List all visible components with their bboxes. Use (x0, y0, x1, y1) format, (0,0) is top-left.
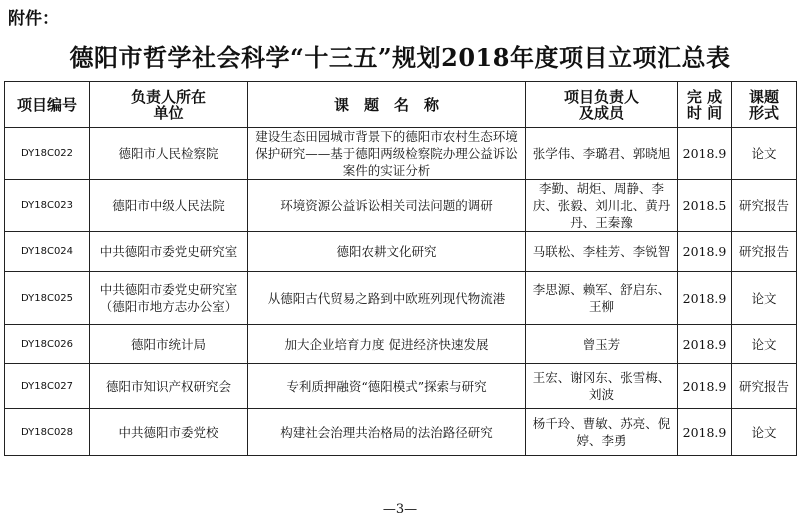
table-row (5, 409, 797, 456)
project-summary-table (4, 81, 797, 456)
header-code: 项目编号 (5, 82, 90, 128)
header-unit: 负责人所在 单位 (90, 82, 248, 128)
cell-date: 2018.9 (678, 325, 732, 364)
cell-form: 论文 (732, 128, 797, 180)
cell-topic: 建设生态田园城市背景下的德阳市农村生态环境保护研究——基于德阳两级检察院办理公益诉讼案件的实证分析 (248, 128, 526, 180)
header-form: 课题 形式 (732, 82, 797, 128)
cell-form: 研究报告 (732, 180, 797, 232)
table-row (5, 325, 797, 364)
cell-code: DY18C023 (5, 180, 90, 232)
cell-code: DY18C028 (5, 409, 90, 456)
cell-date: 2018.9 (678, 364, 732, 409)
table-row (5, 272, 797, 325)
cell-topic: 从德阳古代贸易之路到中欧班列现代物流港 (248, 272, 526, 325)
cell-members: 张学伟、李璐君、郭晓旭 (526, 128, 678, 180)
cell-date: 2018.9 (678, 409, 732, 456)
cell-code: DY18C025 (5, 272, 90, 325)
cell-topic: 专利质押融资“德阳模式”探索与研究 (248, 364, 526, 409)
cell-form: 研究报告 (732, 232, 797, 272)
cell-form: 研究报告 (732, 364, 797, 409)
page-number: —3— (382, 502, 418, 517)
cell-code: DY18C024 (5, 232, 90, 272)
table-row (5, 128, 797, 180)
cell-form: 论文 (732, 272, 797, 325)
cell-members: 马联松、李桂芳、李锐智 (526, 232, 678, 272)
cell-code: DY18C027 (5, 364, 90, 409)
attachment-label: 附件： (8, 9, 59, 29)
cell-date: 2018.9 (678, 272, 732, 325)
cell-members: 曾玉芳 (526, 325, 678, 364)
cell-unit: 德阳市中级人民法院 (90, 180, 248, 232)
table-row (5, 364, 797, 409)
table-row (5, 232, 797, 272)
cell-date: 2018.5 (678, 180, 732, 232)
document-title: 德阳市哲学社会科学“十三五”规划2018年度项目立项汇总表 (69, 43, 731, 72)
cell-members: 李勤、胡炬、周静、李庆、张毅、刘川北、黄丹丹、王秦豫 (526, 180, 678, 232)
cell-members: 杨千玲、曹敏、苏亮、倪婷、李勇 (526, 409, 678, 456)
cell-date: 2018.9 (678, 128, 732, 180)
cell-form: 论文 (732, 409, 797, 456)
cell-unit: 中共德阳市委党校 (90, 409, 248, 456)
cell-unit: 中共德阳市委党史研究室 (90, 232, 248, 272)
header-topic: 课 题 名 称 (248, 82, 526, 128)
cell-topic: 加大企业培育力度 促进经济快速发展 (248, 325, 526, 364)
cell-unit: 中共德阳市委党史研究室（德阳市地方志办公室） (90, 272, 248, 325)
cell-topic: 构建社会治理共治格局的法治路径研究 (248, 409, 526, 456)
cell-form: 论文 (732, 325, 797, 364)
header-date: 完 成 时 间 (678, 82, 732, 128)
cell-code: DY18C026 (5, 325, 90, 364)
cell-members: 王宏、谢冈东、张雪梅、刘波 (526, 364, 678, 409)
header-members: 项目负责人 及成员 (526, 82, 678, 128)
cell-topic: 德阳农耕文化研究 (248, 232, 526, 272)
cell-members: 李思源、赖军、舒启东、王柳 (526, 272, 678, 325)
cell-code: DY18C022 (5, 128, 90, 180)
cell-date: 2018.9 (678, 232, 732, 272)
table-header-row (5, 82, 797, 128)
cell-unit: 德阳市人民检察院 (90, 128, 248, 180)
table-row (5, 180, 797, 232)
cell-unit: 德阳市统计局 (90, 325, 248, 364)
cell-topic: 环境资源公益诉讼相关司法问题的调研 (248, 180, 526, 232)
cell-unit: 德阳市知识产权研究会 (90, 364, 248, 409)
